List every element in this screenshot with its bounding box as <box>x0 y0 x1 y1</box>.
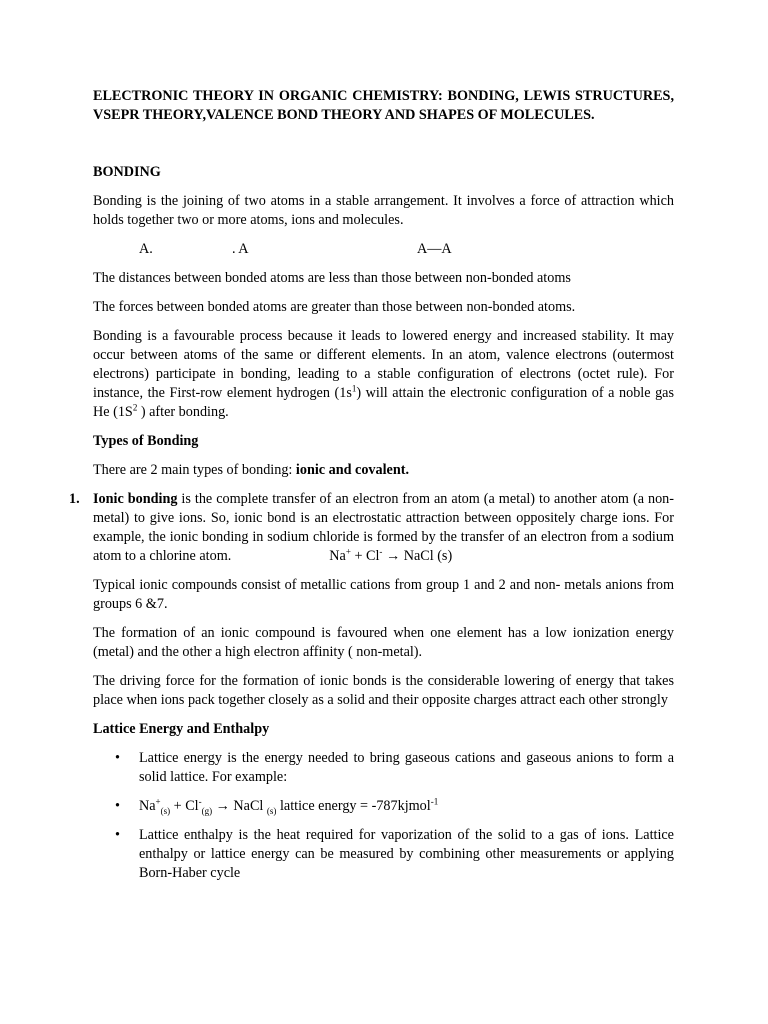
bonding-heading: BONDING <box>93 164 161 180</box>
lattice-enthalpy-definition: Lattice enthalpy is the heat required for vaporization of the solid to a gas of ions. Lattice enthalpy or lattice energy can be measured by combining other measurements or applying Born-Haber cycle <box>139 827 674 881</box>
bullet-icon: • <box>115 827 120 843</box>
superscript: -1 <box>430 796 439 807</box>
types-intro <box>93 461 674 480</box>
atom-a-right: . A <box>232 241 249 257</box>
bonding-favourable-text-2: ) will attain the electronic configuration of a noble gas He (1S <box>93 385 675 420</box>
lattice-heading: Lattice Energy and Enthalpy <box>93 721 270 737</box>
bonding-favourable <box>93 327 674 422</box>
bullet-icon: • <box>115 798 120 814</box>
lattice-bullet-list <box>93 749 674 883</box>
lattice-energy-definition: Lattice energy is the energy needed to bring gaseous cations and gaseous anions to form a solid lattice. For example: <box>139 750 674 785</box>
eq-product: → NaCl (s) <box>382 548 453 564</box>
bullet-icon: • <box>115 750 120 766</box>
list-item <box>93 826 674 883</box>
ionic-formation: The formation of an ionic compound is favoured when one element has a low ionization energy (metal) and the other a high electron affinity ( non-metal). <box>93 625 674 660</box>
document-page <box>69 87 675 893</box>
nacl-equation <box>329 547 452 566</box>
lattice-equation <box>139 798 438 814</box>
superscript: + <box>345 546 351 557</box>
bonding-distances: The distances between bonded atoms are less than those between non-bonded atoms <box>93 270 571 286</box>
ionic-bonding-term: Ionic bonding <box>93 491 178 507</box>
subscript: (s) <box>160 805 171 816</box>
ionic-bonding-definition: is the complete transfer of an electron from an atom (a metal) to another atom (a non-metal) to give ions. So, ionic bond is an electrostatic attraction between oppositely charge ions. For example, the ionic bonding in sodium chloride is formed by the transfer of an electron from a sodium atom to a chlorine atom. <box>93 491 674 564</box>
superscript: 2 <box>132 402 138 413</box>
superscript: 1 <box>351 383 357 394</box>
superscript: - <box>198 796 202 807</box>
atoms-bonding-scheme <box>93 240 674 259</box>
types-intro-text: There are 2 main types of bonding: <box>93 462 296 478</box>
list-item <box>93 749 674 787</box>
ionic-bonding-item <box>69 490 674 566</box>
superscript: + <box>155 796 161 807</box>
ionic-driving-force: The driving force for the formation of ionic bonds is the considerable lowering of energy that takes place when ions pack together closely as a solid and their opposite charges attract each other strongly <box>93 673 674 708</box>
eq-cl: + Cl <box>350 548 380 564</box>
eq-na: Na <box>329 548 346 564</box>
eq-arrow-product: → NaCl <box>212 798 267 814</box>
subscript: (g) <box>201 805 213 816</box>
types-heading: Types of Bonding <box>93 433 199 449</box>
ionic-bonding-text <box>93 490 674 566</box>
bonding-definition: Bonding is the joining of two atoms in a stable arrangement. It involves a force of attraction which holds together two or more atoms, ions and molecules. <box>93 193 674 228</box>
document-title: ELECTRONIC THEORY IN ORGANIC CHEMISTRY: BONDING, LEWIS STRUCTURES, VSEPR THEORY,VALENCE BOND THEORY AND SHAPES OF MOLECULES. <box>93 88 674 123</box>
bonding-favourable-text-3: ) after bonding. <box>137 404 229 420</box>
bonding-favourable-text-1: Bonding is a favourable process because it leads to lowered energy and increased stability. It may occur between atoms of the same or different elements. In an atom, valence electrons (outermost electrons) participate in bonding, leading to a stable configuration of electrons (octet rule). For instance, the First-row element hydrogen (1s <box>93 328 674 401</box>
subscript: (s) <box>266 805 277 816</box>
list-item <box>93 797 674 816</box>
types-intro-bold: ionic and covalent. <box>295 462 410 478</box>
eq-na: Na <box>139 798 156 814</box>
eq-cl: + Cl <box>170 798 199 814</box>
lattice-energy-value: lattice energy = -787kjmol <box>276 798 431 814</box>
superscript: - <box>379 546 383 557</box>
typical-ionic-compounds: Typical ionic compounds consist of metallic cations from group 1 and 2 and non- metals anions from groups 6 &7. <box>93 577 674 612</box>
atom-a-left: A. <box>139 241 153 257</box>
bonded-a-a: A—A <box>417 241 452 257</box>
bonding-forces: The forces between bonded atoms are greater than those between non-bonded atoms. <box>93 299 576 315</box>
list-number: 1. <box>69 491 80 507</box>
